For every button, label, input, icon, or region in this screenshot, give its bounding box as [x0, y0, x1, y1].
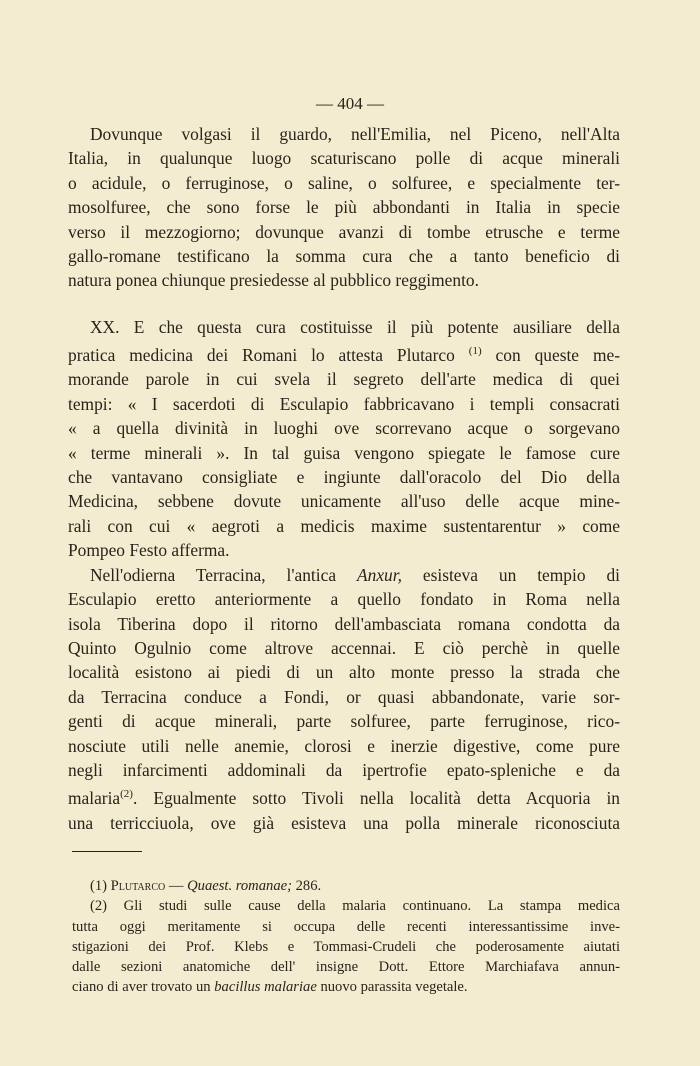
- footnote-number: (1): [90, 878, 111, 894]
- text-segment: con queste me-: [481, 345, 620, 366]
- paragraph-1: [68, 122, 620, 293]
- footnote-author: Plutarco: [110, 878, 166, 894]
- text-line: Italia, in qualunque luogo scaturiscano polle di acque minerali: [68, 148, 620, 169]
- italic-term: bacillus malariae: [214, 979, 317, 996]
- text-line: Quinto Ogulnio come altrove accennai. E ciò perchè in quelle: [68, 637, 620, 658]
- paragraph-3: [68, 563, 620, 835]
- footnote-work-title: Quaest. romanae;: [187, 878, 292, 894]
- text-line: natura ponea chiunque presiedesse al pubblico reggimento.: [68, 270, 479, 291]
- text-line: località esistono ai piedi di un alto monte presso la strada che: [68, 662, 620, 683]
- text-line: che vantavano consigliate e ingiunte dall'oracolo del Dio della: [68, 467, 620, 488]
- footnote-2: [72, 896, 620, 997]
- text-segment: ciano di aver trovato un: [72, 979, 215, 996]
- text-line: « terme minerali ». In tal guisa vengono spiegate le famose cure: [68, 442, 620, 463]
- text-line: genti di acque minerali, parte solfuree, parte ferruginose, rico-: [68, 711, 620, 732]
- text-line: da Terracina conduce a Fondi, or quasi abbandonate, varie sor-: [68, 686, 620, 707]
- text-segment: esisteva un tempio di: [401, 564, 621, 585]
- text-line: [68, 339, 620, 367]
- text-line: isola Tiberina dopo il ritorno dell'ambasciata romana condotta da: [68, 613, 620, 634]
- text-line: negli infarcimenti addominali da ipertrofie epato-spleniche e da: [68, 759, 620, 780]
- text-line: gallo-romane testificano la somma cura che a tanto beneficio di: [68, 246, 620, 267]
- text-segment: nuovo parassita vegetale.: [316, 979, 468, 996]
- text-line: « a quella divinità in luoghi ove scorrevano acque o sorgevano: [68, 418, 620, 439]
- text-line: morande parole in cui svela il segreto dell'arte medica di quei: [68, 369, 620, 390]
- text-line: stigazioni dei Prof. Klebs e Tommasi-Crudeli che poderosamente aiutati: [72, 938, 620, 955]
- text-line: tempi: « I sacerdoti di Esculapio fabbricavano i templi consacrati: [68, 393, 620, 414]
- text-line: (2) Gli studi sulle cause della malaria continuano. La stampa medica: [90, 898, 620, 915]
- text-line: Medicina, sebbene dovute unicamente all'uso delle acque mine-: [68, 491, 620, 512]
- footnote-page: 286.: [291, 878, 322, 894]
- footnote-dash: —: [165, 878, 188, 894]
- italic-place-name: Anxur,: [357, 564, 402, 585]
- text-line: Pompeo Festo afferma.: [68, 540, 230, 561]
- text-line: [72, 977, 620, 997]
- text-line: verso il mezzogiorno; dovunque avanzi di tombe etrusche e terme: [68, 221, 620, 242]
- text-line: o acidule, o ferruginose, o saline, o solfuree, e specialmente ter-: [68, 172, 620, 193]
- text-line: rali con cui « aegroti a medicis maxime sustentarentur » come: [68, 515, 620, 536]
- text-segment: . Egualmente sotto Tivoli nella località detta Acquoria in: [132, 788, 620, 809]
- text-line: nosciute utili nelle anemie, clorosi e inerzie digestive, come pure: [68, 735, 620, 756]
- text-line: [68, 563, 620, 587]
- text-line: dalle sezioni anatomiche dell' insigne Dott. Ettore Marchiafava annun-: [72, 959, 620, 976]
- body-text: [68, 122, 620, 835]
- text-line: una terricciuola, ove già esisteva una polla minerale riconosciuta: [68, 812, 620, 833]
- footnote-rule: [72, 851, 142, 852]
- page-number: — 404 —: [316, 94, 384, 113]
- footnotes: [72, 876, 620, 998]
- footnote-reference: (2): [120, 788, 133, 801]
- text-line: Dovunque volgasi il guardo, nell'Emilia, nel Piceno, nell'Alta: [90, 124, 620, 144]
- text-line: Esculapio eretto anteriormente a quello fondato in Roma nella: [68, 589, 620, 610]
- footnote-1: [72, 876, 620, 896]
- text-segment: pratica medicina dei Romani lo attesta Plutarco: [68, 345, 455, 366]
- text-line: mosolfuree, che sono forse le più abbondanti in Italia in specie: [68, 197, 620, 218]
- footnote-reference: (1): [468, 345, 482, 358]
- text-segment: Nell'odierna Terracina, l'antica: [90, 564, 357, 585]
- paragraph-2: [68, 315, 620, 563]
- text-segment: malaria: [68, 788, 121, 809]
- text-line: XX. E che questa cura costituisse il più potente ausiliare della: [90, 316, 620, 337]
- text-line: [68, 782, 620, 810]
- text-line: tutta oggi meritamente si occupa delle recenti interessantissime inve-: [72, 918, 620, 935]
